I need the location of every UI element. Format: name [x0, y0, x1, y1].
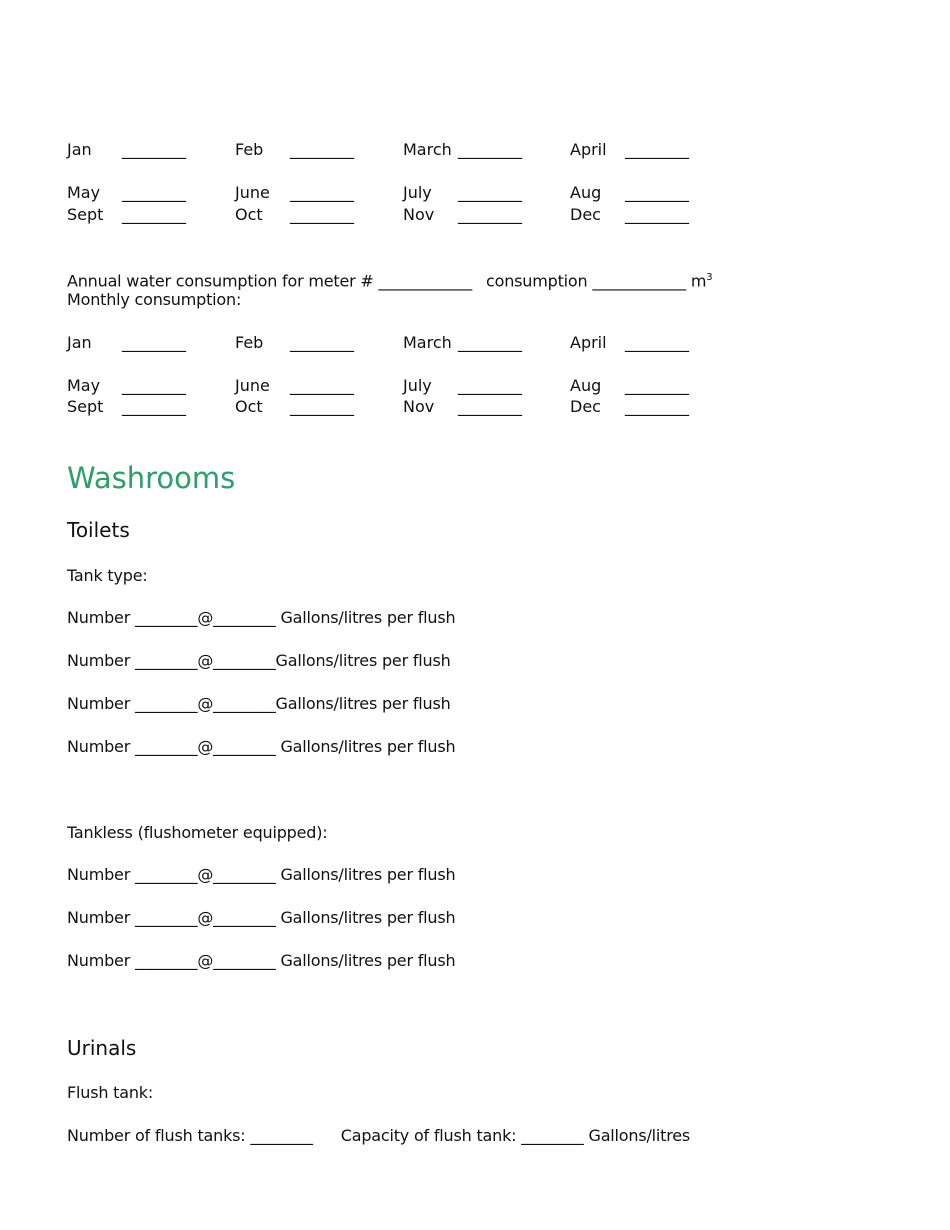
- tank-number-line[interactable]: Number ________@________ Gallons/litres per flush: [67, 737, 456, 756]
- month-label: March: [403, 140, 452, 159]
- month-label: April: [570, 333, 607, 352]
- month-label: Jan: [67, 333, 92, 352]
- month-blank[interactable]: ________: [122, 140, 186, 159]
- month-label: June: [235, 183, 270, 202]
- month-label: Aug: [570, 183, 602, 202]
- monthly-consumption-label: Monthly consumption:: [67, 290, 242, 309]
- month-blank[interactable]: ________: [625, 183, 689, 202]
- flush-tank-capacity-field[interactable]: Capacity of flush tank: ________ Gallons/litres: [340, 1126, 691, 1145]
- month-blank[interactable]: ________: [458, 183, 522, 202]
- month-label: Oct: [235, 205, 263, 224]
- month-blank[interactable]: ________: [122, 397, 186, 416]
- month-label: June: [235, 376, 270, 395]
- month-blank[interactable]: ________: [625, 205, 689, 224]
- flush-tank-label: Flush tank:: [67, 1083, 154, 1102]
- month-label: Dec: [570, 397, 601, 416]
- month-blank[interactable]: ________: [458, 333, 522, 352]
- tankless-number-line[interactable]: Number ________@________ Gallons/litres per flush: [67, 908, 456, 927]
- tank-number-line[interactable]: Number ________@________Gallons/litres per flush: [67, 651, 451, 670]
- month-label: Sept: [67, 397, 104, 416]
- month-label: April: [570, 140, 607, 159]
- month-blank[interactable]: ________: [290, 140, 354, 159]
- tank-number-line[interactable]: Number ________@________Gallons/litres per flush: [67, 694, 451, 713]
- annual-consumption-line: [67, 268, 712, 291]
- annual-meter-label[interactable]: Annual water consumption for meter # ____________: [67, 271, 473, 291]
- annual-consumption-label[interactable]: consumption ____________ m: [486, 271, 707, 291]
- month-blank[interactable]: ________: [290, 333, 354, 352]
- month-label: Aug: [570, 376, 602, 395]
- month-label: March: [403, 333, 452, 352]
- section-title-washrooms: Washrooms: [67, 461, 236, 495]
- month-label: Dec: [570, 205, 601, 224]
- month-blank[interactable]: ________: [122, 183, 186, 202]
- month-blank[interactable]: ________: [458, 376, 522, 395]
- month-label: Nov: [403, 205, 435, 224]
- tankless-number-line[interactable]: Number ________@________ Gallons/litres per flush: [67, 865, 456, 884]
- month-label: Nov: [403, 397, 435, 416]
- month-blank[interactable]: ________: [458, 205, 522, 224]
- tankless-number-line[interactable]: Number ________@________ Gallons/litres per flush: [67, 951, 456, 970]
- month-blank[interactable]: ________: [290, 376, 354, 395]
- month-label: Jan: [67, 140, 92, 159]
- month-label: Oct: [235, 397, 263, 416]
- month-label: Feb: [235, 333, 264, 352]
- month-label: Feb: [235, 140, 264, 159]
- flush-tank-line: [67, 1126, 690, 1146]
- tank-type-label: Tank type:: [67, 566, 148, 585]
- month-blank[interactable]: ________: [290, 397, 354, 416]
- num-flush-tanks-field[interactable]: Number of flush tanks: ________: [67, 1126, 313, 1145]
- subsection-title-urinals: Urinals: [67, 1036, 137, 1060]
- subsection-title-toilets: Toilets: [67, 518, 130, 542]
- month-blank[interactable]: ________: [625, 397, 689, 416]
- month-blank[interactable]: ________: [458, 140, 522, 159]
- month-blank[interactable]: ________: [122, 333, 186, 352]
- month-blank[interactable]: ________: [290, 205, 354, 224]
- month-label: July: [403, 376, 432, 395]
- month-blank[interactable]: ________: [625, 376, 689, 395]
- month-blank[interactable]: ________: [290, 183, 354, 202]
- month-label: Sept: [67, 205, 104, 224]
- month-blank[interactable]: ________: [122, 376, 186, 395]
- month-blank[interactable]: ________: [122, 205, 186, 224]
- month-blank[interactable]: ________: [458, 397, 522, 416]
- month-label: May: [67, 183, 101, 202]
- month-label: July: [403, 183, 432, 202]
- tank-number-line[interactable]: Number ________@________ Gallons/litres per flush: [67, 608, 456, 627]
- cubic-superscript: 3: [706, 272, 713, 283]
- month-label: May: [67, 376, 101, 395]
- tankless-label: Tankless (flushometer equipped):: [67, 823, 328, 842]
- month-blank[interactable]: ________: [625, 333, 689, 352]
- month-blank[interactable]: ________: [625, 140, 689, 159]
